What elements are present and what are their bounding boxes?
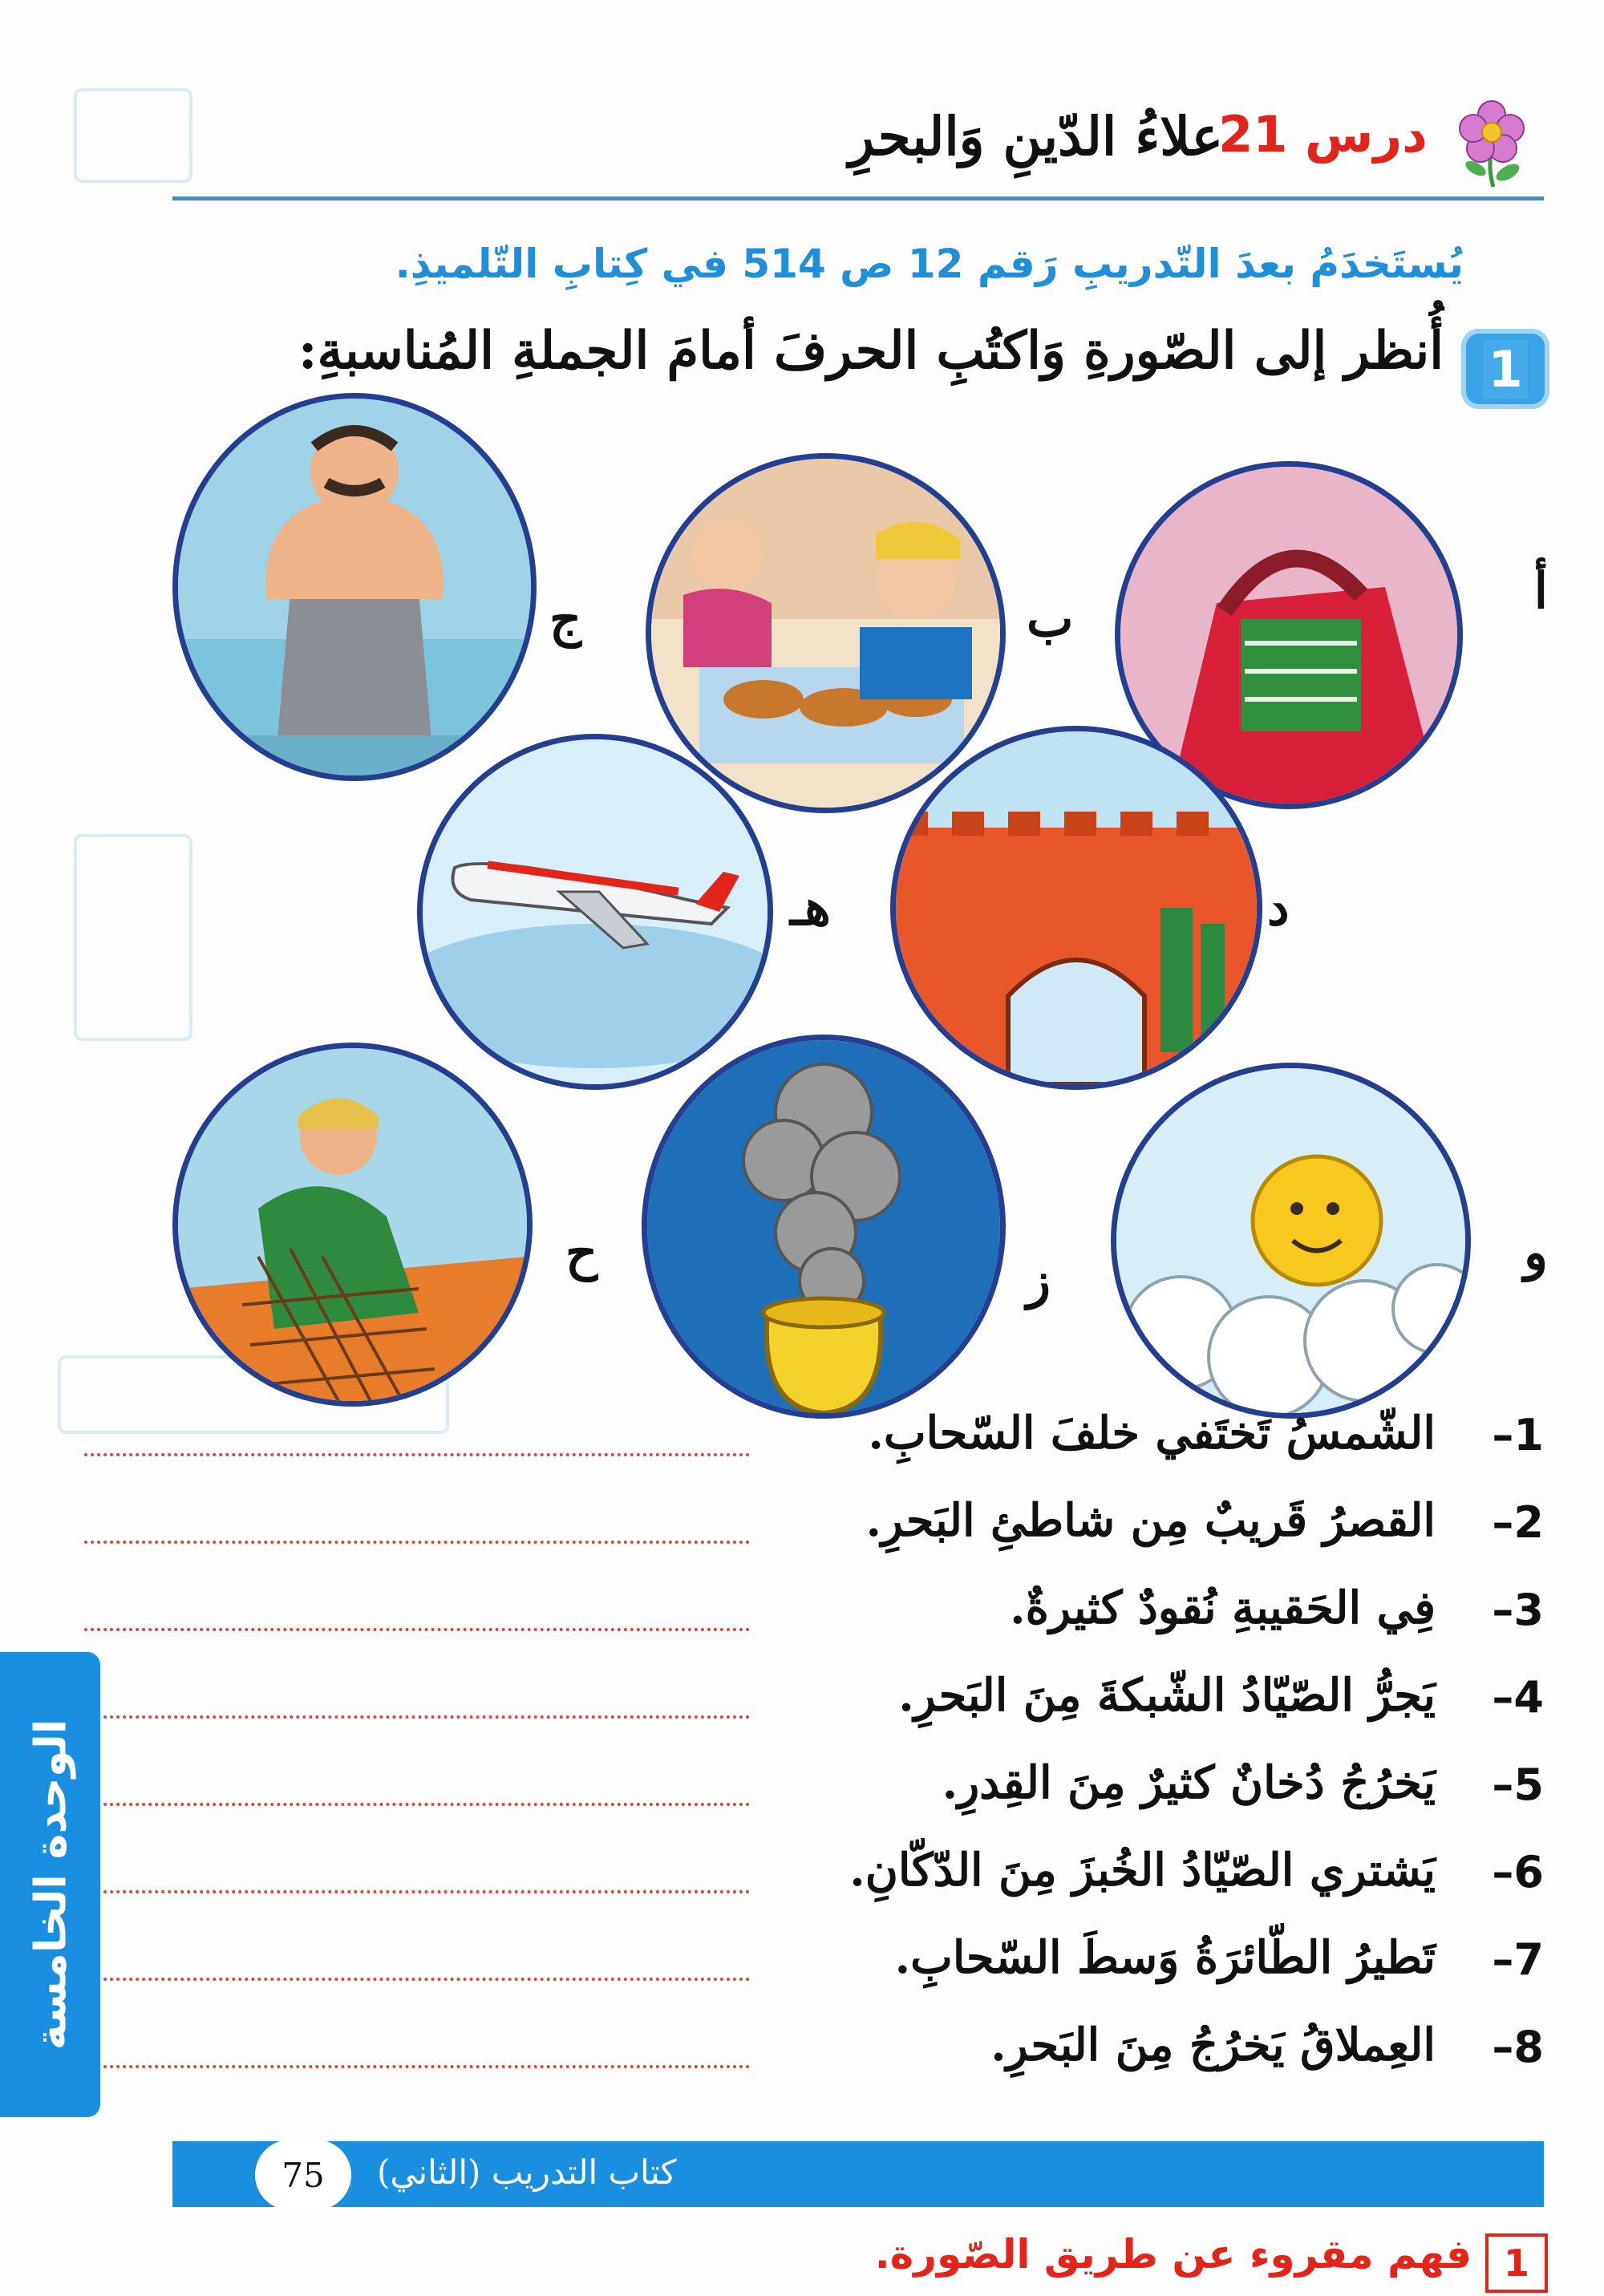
answer-line[interactable] <box>84 2065 750 2068</box>
answer-line[interactable] <box>84 1803 750 1806</box>
sentence-row <box>84 2015 1544 2103</box>
sentence-row <box>84 1578 1544 1666</box>
sentence-text: يَخرُجُ دُخانٌ كثيرٌ مِنَ القِدرِ. <box>942 1756 1436 1809</box>
answer-line[interactable] <box>84 1715 750 1719</box>
sentence-list <box>84 1403 1544 2103</box>
sun-clouds-picture <box>1111 1063 1471 1419</box>
lesson-title: علاءُ الدّينِ وَالبحرِ <box>849 105 1223 168</box>
giant-man-picture <box>172 393 537 781</box>
picture-letter: ج <box>549 589 582 648</box>
sentence-number: 4– <box>1492 1672 1544 1723</box>
ghost-box <box>74 834 192 1041</box>
airplane-picture <box>417 734 773 1090</box>
exercise-instruction: أُنظر إلى الصّورةِ وَاكتُبِ الحرفَ أمامَ الجملةِ المُناسبةِ: <box>298 321 1444 381</box>
sentence-text: يَشتري الصّيّادُ الخُبزَ مِنَ الدّكّانِ. <box>849 1844 1436 1897</box>
flower-icon <box>1444 92 1540 188</box>
sentence-row <box>84 1928 1544 2015</box>
sentence-text: الشّمسُ تَختَفي خلفَ السّحابِ. <box>868 1407 1436 1460</box>
sentence-row <box>84 1753 1544 1840</box>
picture-letter: و <box>1524 1223 1548 1282</box>
sentence-number: 3– <box>1492 1585 1544 1635</box>
sentence-row <box>84 1403 1544 1491</box>
answer-line[interactable] <box>84 1628 750 1631</box>
sentence-text: يَجرُّ الصّيّادُ الشّبكةَ مِنَ البَحرِ. <box>898 1669 1436 1722</box>
page-number: 75 <box>255 2140 351 2210</box>
objective-text: فهم مقروء عن طريق الصّورة. <box>874 2231 1472 2278</box>
sentence-number: 8– <box>1492 2022 1544 2072</box>
sentence-row <box>84 1491 1544 1578</box>
header-divider <box>172 196 1544 200</box>
palace-picture <box>890 726 1262 1090</box>
unit-side-tab <box>0 1652 100 2117</box>
smoking-pot-picture <box>642 1035 1006 1419</box>
unit-label: الوحدة الخامسة <box>25 1719 75 2051</box>
picture-letter: ز <box>1027 1251 1051 1310</box>
picture-letter: هـ <box>790 878 831 937</box>
answer-line[interactable] <box>84 1978 750 1981</box>
sentence-number: 1– <box>1492 1410 1544 1460</box>
answer-line[interactable] <box>84 1453 750 1456</box>
picture-letter: ح <box>565 1223 598 1282</box>
picture-letter: د <box>1267 878 1290 937</box>
bakery-shop-picture <box>646 453 1006 813</box>
sentence-number: 6– <box>1492 1847 1544 1897</box>
sentence-text: القصرُ قَريبٌ مِن شاطئِ البَحرِ. <box>865 1494 1436 1547</box>
sentence-text: تَطيرُ الطّائرَةُ وَسطَ السّحابِ. <box>894 1931 1436 1984</box>
exercise-number-badge: 1 <box>1461 329 1549 409</box>
book-name: كتاب التدريب (الثاني) <box>377 2152 677 2192</box>
picture-letter: أ <box>1533 561 1548 620</box>
sentence-text: العِملاقُ يَخرُجُ مِنَ البَحرِ. <box>990 2019 1436 2071</box>
sentence-number: 2– <box>1492 1497 1544 1548</box>
answer-line[interactable] <box>84 1890 750 1893</box>
answer-line[interactable] <box>84 1541 750 1544</box>
usage-note: يُستَخدَمُ بعدَ التّدريبِ رَقم 12 ص 514 في كِتابِ التّلميذِ. <box>395 241 1464 287</box>
sentence-text: فِي الحَقيبةِ نُقودٌ كثيرةٌ. <box>1010 1581 1436 1634</box>
objective-number: 1 <box>1485 2233 1548 2293</box>
fisherman-picture <box>172 1043 533 1407</box>
lesson-header <box>72 92 1540 188</box>
sentence-number: 7– <box>1492 1934 1544 1985</box>
sentence-number: 5– <box>1492 1759 1544 1810</box>
sentence-row <box>84 1666 1544 1753</box>
sentence-row <box>84 1840 1544 1928</box>
picture-letter: ب <box>1027 589 1074 648</box>
lesson-number: درس 21 <box>1218 105 1428 164</box>
